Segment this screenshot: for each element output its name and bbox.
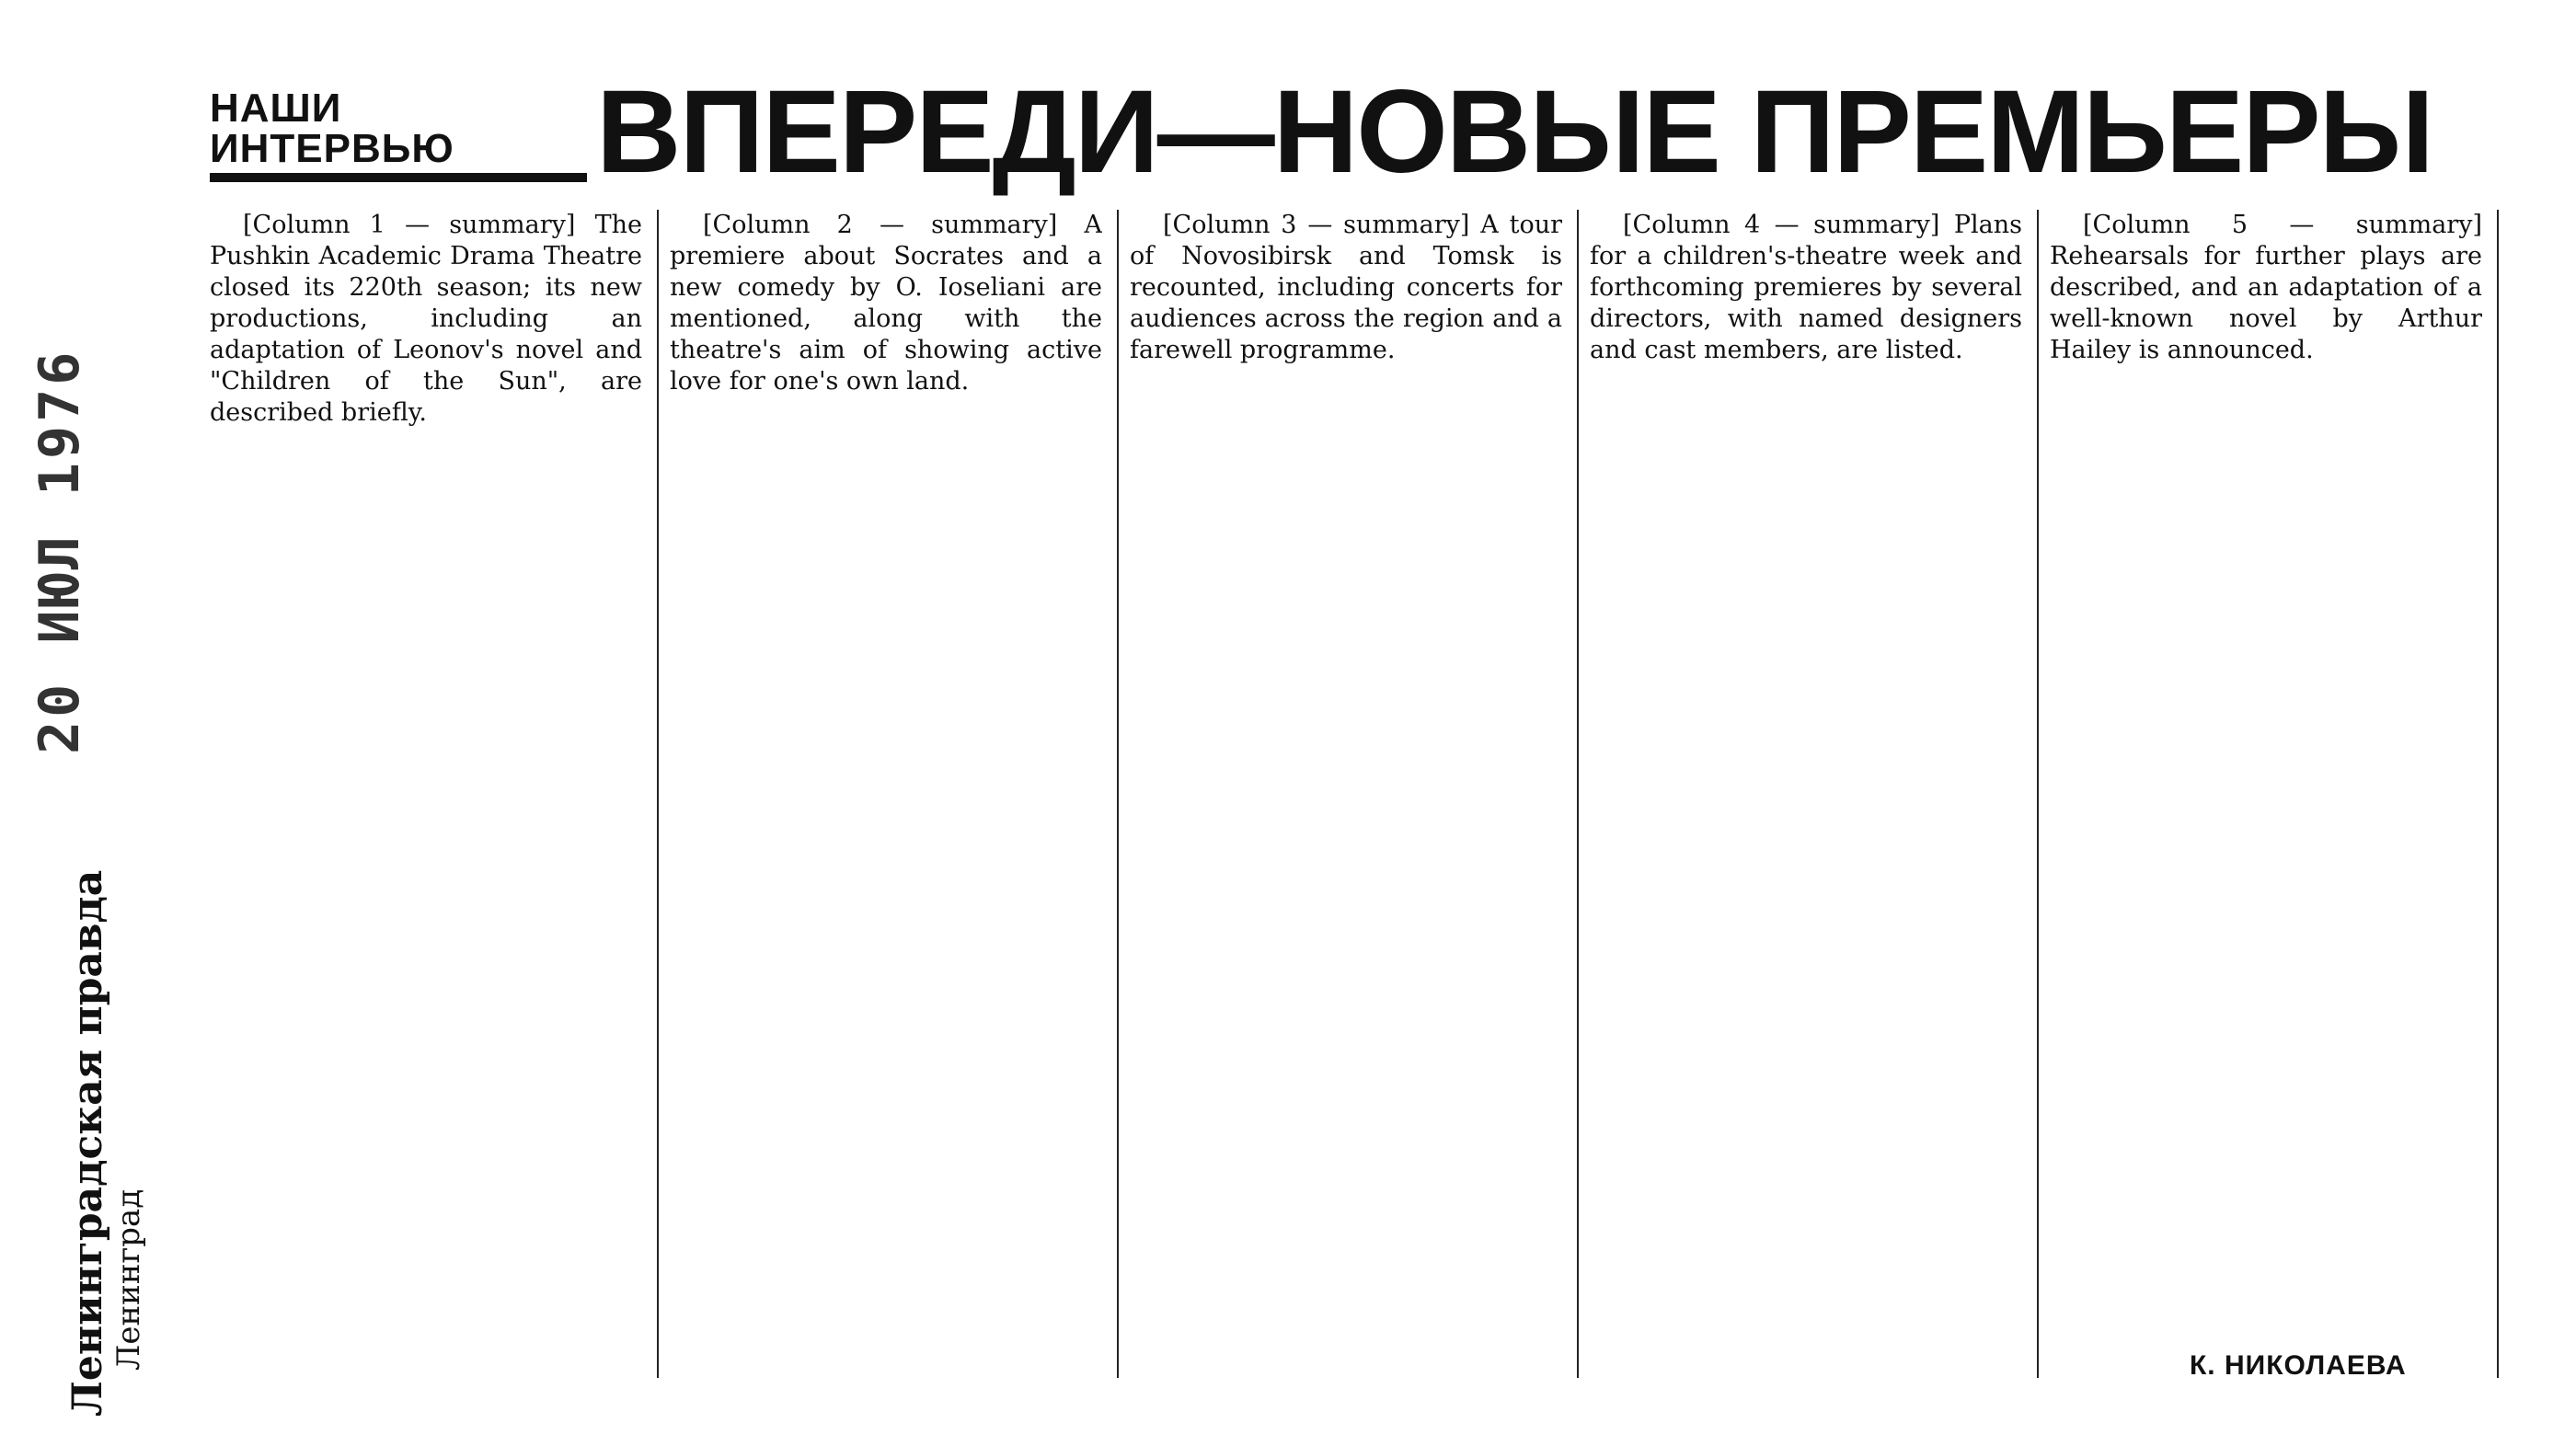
article-column-4 — [1590, 210, 2022, 1378]
section-rubric — [210, 88, 454, 169]
article-column-2 — [670, 210, 1102, 1378]
column-divider — [657, 210, 659, 1378]
stamp-city: Ленинград — [110, 1188, 147, 1371]
article-column-5 — [2050, 210, 2482, 1378]
rubric-line-2: ИНТЕРВЬЮ — [210, 126, 454, 171]
article-paragraph: [Column 4 — summary] Plans for a children's-theatre week and forthcoming premieres by several directors, with named designers and cast members, are listed. — [1590, 211, 2022, 364]
stamp-date: 20 ИЮЛ 1976 — [28, 348, 92, 754]
clipping-stamp — [28, 37, 147, 1417]
column-divider — [1117, 210, 1119, 1378]
article-headline: ВПЕРЕДИ—НОВЫЕ ПРЕМЬЕРЫ — [596, 66, 2432, 198]
column-divider — [2497, 210, 2499, 1378]
rubric-line-1: НАШИ — [210, 86, 342, 131]
rubric-underline — [210, 173, 587, 182]
article-paragraph: [Column 1 — summary] The Pushkin Academic Drama Theatre closed its 220th season; its new productions, including an adaptation of Leonov's novel and "Children of the Sun", are described briefly. — [210, 211, 642, 427]
article-paragraph: [Column 3 — summary] A tour of Novosibirsk and Tomsk is recounted, including concerts for audiences across the region and a farewell programme. — [1130, 211, 1562, 364]
article-body — [210, 210, 2501, 1378]
article-paragraph: [Column 2 — summary] A premiere about Socrates and a new comedy by O. Ioseliani are mentioned, along with the theatre's aim of showing active love for one's own land. — [670, 211, 1102, 396]
article-header — [210, 66, 2491, 198]
article-paragraph: [Column 5 — summary] Rehearsals for further plays are described, and an adaptation of a well-known novel by Arthur Hailey is announced. — [2050, 211, 2482, 364]
stamp-newspaper-name: Ленинградская правда — [64, 869, 111, 1417]
column-divider — [1577, 210, 1579, 1378]
column-divider — [2037, 210, 2039, 1378]
article-column-1 — [210, 210, 642, 1378]
article-column-3 — [1130, 210, 1562, 1378]
article-byline: К. НИКОЛАЕВА — [2190, 1350, 2407, 1381]
